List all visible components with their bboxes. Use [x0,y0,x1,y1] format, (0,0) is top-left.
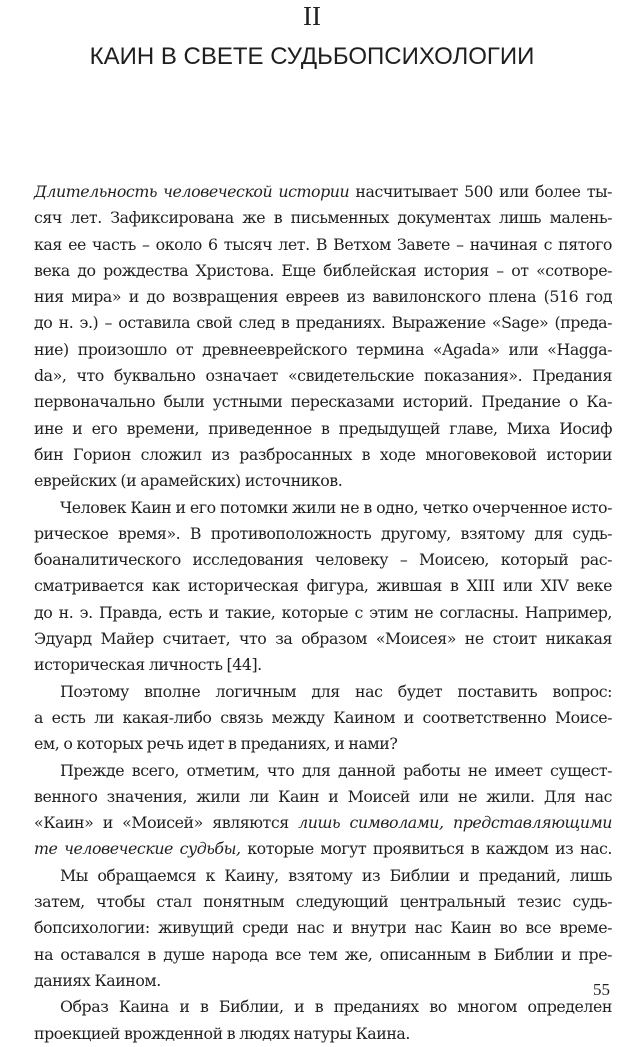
text-line [34,495,612,521]
text-line [34,731,612,757]
text-run: затем, чтобы стал понятным следующий центральный тезис судь- [34,892,612,912]
text-line [34,968,612,994]
text-line [34,915,612,941]
text-line [34,810,612,836]
text-line [34,994,612,1020]
chapter-number: II [303,1,321,31]
text-run: бопсихологии: живущий среди нас и внутри нас Каин во все време- [34,918,612,938]
text-line [34,1021,612,1047]
text-line [34,547,612,573]
text-line [34,468,612,494]
text-run: сяч лет. Зафиксирована же в письменных документах лишь малень- [34,208,612,228]
chapter-title: КАИН В СВЕТЕ СУДЬБОПСИХОЛОГИИ [89,43,535,70]
text-line [34,836,612,862]
text-line [34,442,612,468]
text-line [34,705,612,731]
text-line [34,863,612,889]
text-line [34,389,612,415]
text-line [34,889,612,915]
text-run: Образ Каина и в Библии, и в преданиях во многом определен [60,997,612,1017]
text-run: Поэтому вполне логичным для нас будет поставить вопрос: [60,681,612,701]
text-line [34,521,612,547]
text-run: на оставался в душе народа все тем же, описанным в Библии и пре- [34,944,612,964]
text-line [34,652,612,678]
text-run: которые могут проявиться в каждом из нас. [240,839,613,859]
text-run: Человек Каин и его потомки жили не в одно, четко очерченное исто- [60,497,612,517]
italic-run: те человеческие судьбы, [34,839,241,859]
text-run: боаналитического исследования человеку – Моисею, который рас- [34,550,612,570]
text-run: еврейских (и арамейских) источников. [34,471,343,491]
text-line [34,258,612,284]
text-run: Прежде всего, отметим, что для данной работы не имеет сущест- [60,760,612,780]
text-run: историческая личность [44]. [34,655,262,675]
text-run: Мы обращаемся к Каину, взятому из Библии и преданий, лишь [60,865,612,885]
italic-run: лишь символами, представляющими [298,813,612,833]
text-run: до н. э.) – оставила свой след в преданиях. Выражение «Sage» (преда- [34,313,612,333]
text-run: насчитывает 500 или более ты- [349,182,612,201]
text-line [34,179,612,205]
text-line [34,284,612,310]
text-run: века до рождества Христова. Еще библейская история – от «сотворе- [34,260,612,280]
text-line [34,758,612,784]
text-run: сматривается как историческая фигура, жившая в XIII или XIV веке [34,576,612,596]
text-line [34,600,612,626]
body-text [34,179,612,1047]
text-run: ине и его времени, приведенное в предыдущей главе, Миха Иосиф [34,418,612,438]
text-run: «Каин» и «Моисей» являются [34,813,299,833]
text-run: даниях Каином. [34,970,161,990]
text-line [34,363,612,389]
text-line [34,416,612,442]
text-run: до н. э. Правда, есть и такие, которые с этим не согласны. Например, [34,602,612,622]
text-run: кая ее часть – около 6 тысяч лет. В Ветхом Завете – начиная с пятого [34,234,612,254]
text-line [34,942,612,968]
text-line [34,232,612,258]
text-run: проекцией врожденной в людях натуры Каина. [34,1023,410,1043]
text-run: ние) произошло от древнееврейского термина «Agada» или «Hagga- [34,339,612,359]
text-line [34,205,612,231]
text-line [34,679,612,705]
text-run: рическое время». В противоположность другому, взятому для судь- [34,523,612,543]
text-run: а есть ли какая-либо связь между Каином и соответственно Моисе- [34,707,612,727]
text-line [34,784,612,810]
text-run: первоначально были устными пересказами историй. Предание о Ка- [34,392,612,412]
text-run: венного значения, жили ли Каин и Моисей или не жили. Для нас [34,786,612,806]
page-number: 55 [593,980,610,999]
text-run: ем, о которых речь идет в преданиях, и нами? [34,734,398,754]
text-run: Эдуард Майер считает, что за образом «Моисея» не стоит никакая [34,629,612,649]
text-run: бин Горион сложил из разбросанных в ходе многовековой истории [34,444,612,464]
text-line [34,337,612,363]
text-line [34,626,612,652]
text-run: ния мира» и до возвращения евреев из вавилонского плена (516 год [34,287,612,307]
text-run: da», что буквально означает «свидетельские показания». Предания [34,366,612,386]
text-line [34,310,612,336]
text-line [34,573,612,599]
italic-run: Длительность человеческой истории [34,182,350,201]
